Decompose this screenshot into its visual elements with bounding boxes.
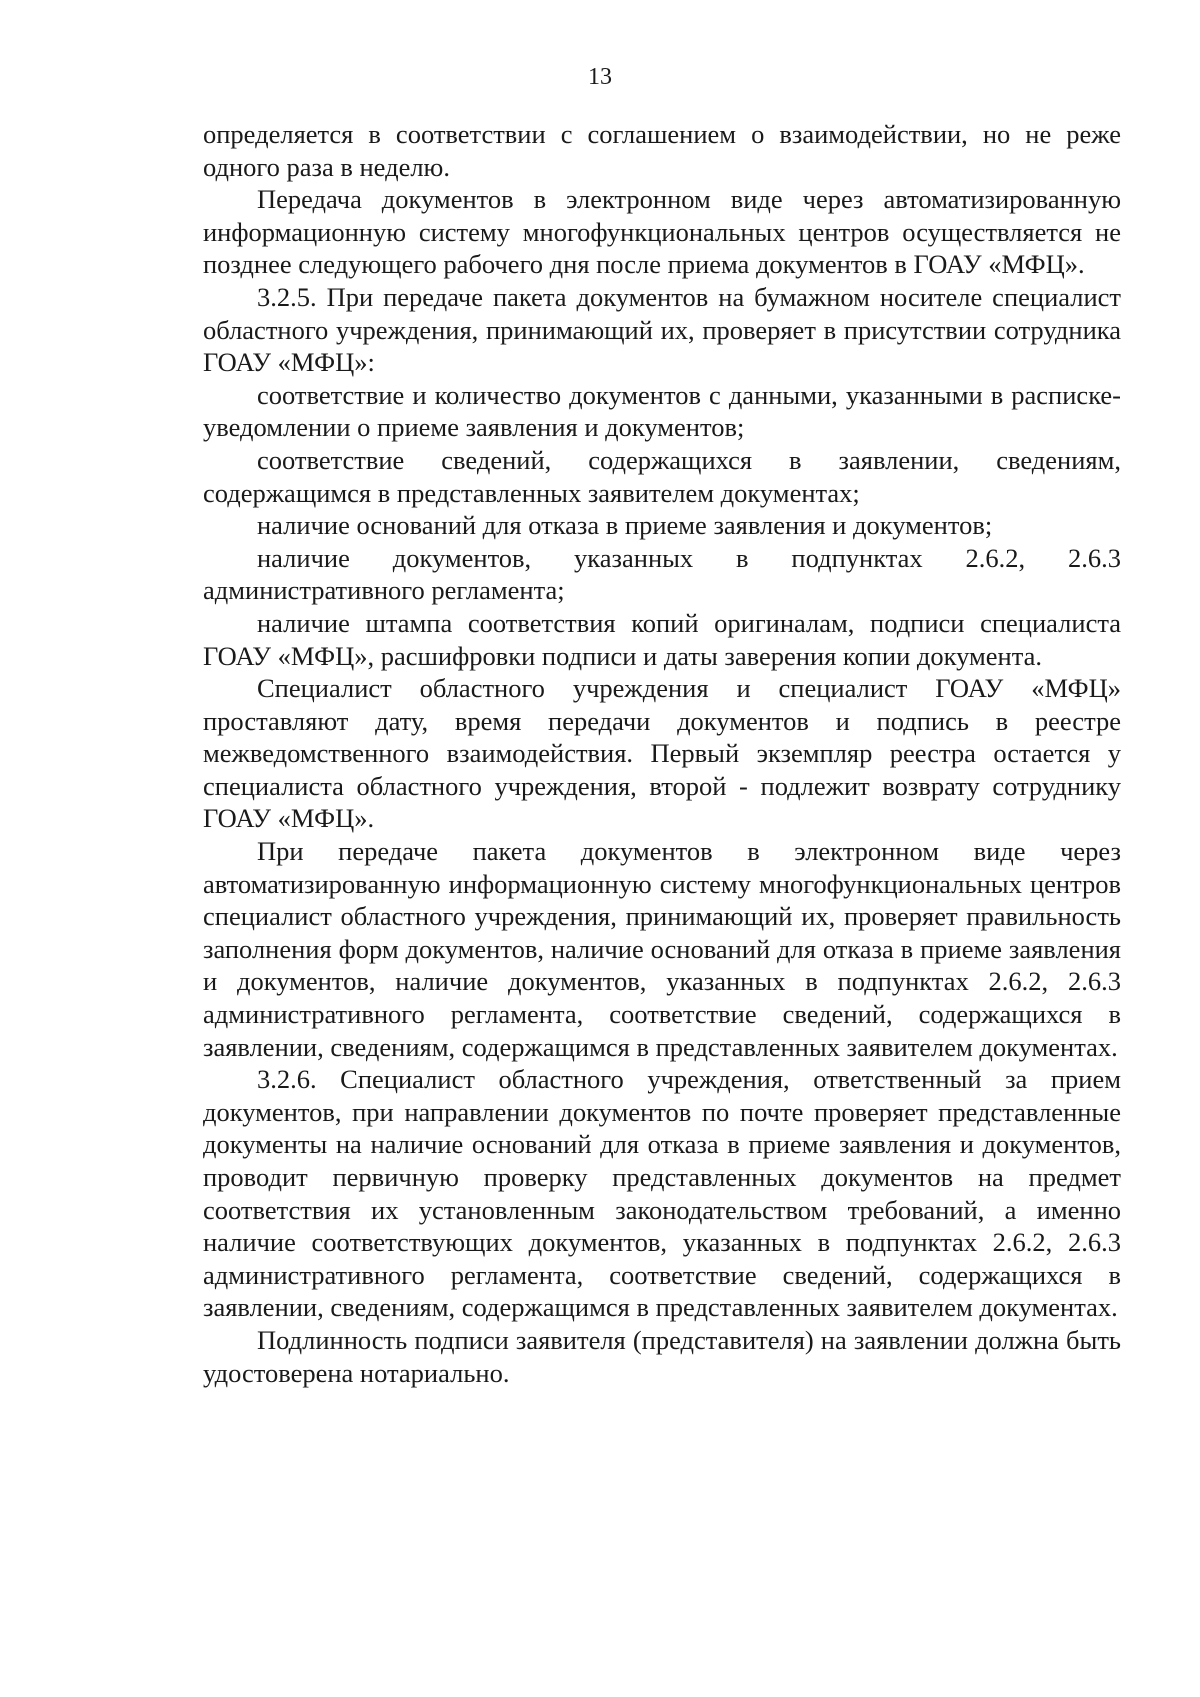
paragraph-electronic-check: При передаче пакета документов в электронном виде через автоматизированную информационную систему многофункциональных центров специалист областного учреждения, принимающий их, проверяет правильность заполнения форм документов, наличие оснований для отказа в приеме заявления и документов, наличие документов, указанных в подпунктах 2.6.2, 2.6.3 административного регламента, соответствие сведений, содержащихся в заявлении, сведениям, содержащимся в представленных заявителем документах. [203,836,1121,1062]
paragraph-check-count: соответствие и количество документов с данными, указанными в расписке-уведомлении о приеме заявления и документов; [203,379,1121,443]
paragraph-check-stamp: наличие штампа соответствия копий оригиналам, подписи специалиста ГОАУ «МФЦ», расшифровки подписи и даты заверения копии документа. [203,607,1121,671]
paragraph-electronic-transfer: Передача документов в электронном виде через автоматизированную информационную систему многофункциональных центров осуществляется не позднее следующего рабочего дня после приема документов в ГОАУ «МФЦ». [203,184,1121,280]
paragraph-notary: Подлинность подписи заявителя (представителя) на заявлении должна быть удостоверена нотариально. [203,1324,1121,1388]
paragraph-check-info: соответствие сведений, содержащихся в заявлении, сведениям, содержащимся в представленных заявителем документах; [203,444,1121,508]
page-number: 13 [588,64,612,90]
paragraph-check-documents: наличие документов, указанных в подпунктах 2.6.2, 2.6.3 административного регламента; [203,542,1121,606]
document-body [203,118,1121,1389]
paragraph-check-grounds: наличие оснований для отказа в приеме заявления и документов; [257,510,993,541]
paragraph-3-2-5: 3.2.5. При передаче пакета документов на бумажном носителе специалист областного учреждения, принимающий их, проверяет в присутствии сотрудника ГОАУ «МФЦ»: [203,281,1121,378]
paragraph-continuation: определяется в соответствии с соглашением о взаимодействии, но не реже одного раза в неделю. [203,119,1121,182]
paragraph-3-2-6: 3.2.6. Специалист областного учреждения, ответственный за прием документов, при направлении документов по почте проверяет представленные документы на наличие оснований для отказа в приеме заявления и документов, проводит первичную проверку представленных документов на предмет соответствия их установленным законодательством требований, а именно наличие соответствующих документов, указанных в подпунктах 2.6.2, 2.6.3 административного регламента, соответствие сведений, содержащихся в заявлении, сведениям, содержащимся в представленных заявителем документах. [203,1064,1121,1323]
paragraph-registry: Специалист областного учреждения и специалист ГОАУ «МФЦ» проставляют дату, время передачи документов и подпись в реестре межведомственного взаимодействия. Первый экземпляр реестра остается у специалиста областного учреждения, второй - подлежит возврату сотруднику ГОАУ «МФЦ». [203,673,1121,834]
